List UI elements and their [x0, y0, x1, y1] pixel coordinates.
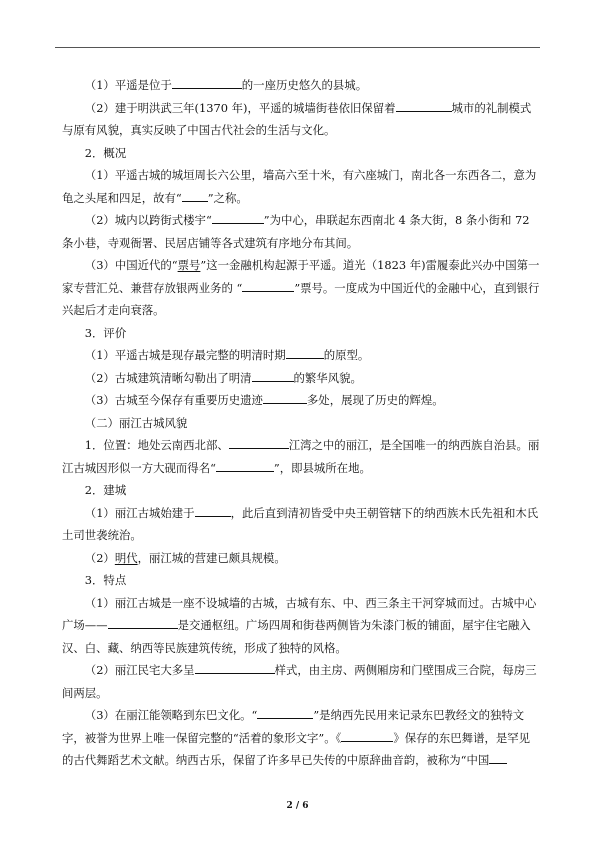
text: ”票号。一度成为中国近代的金融中心，直到银行兴起后才走向衰落。: [62, 280, 540, 317]
text: （2）: [84, 550, 115, 565]
answer-blank[interactable]: [341, 728, 393, 742]
text: （3）古城至今保存有重要历史遗迹: [84, 393, 263, 407]
section-heading: 3．特点: [84, 573, 127, 587]
paragraph: [62, 344, 540, 367]
answer-blank[interactable]: [396, 98, 452, 112]
text: 城市的礼制模式与原有风貌，真实反映了中国古代社会的生活与文化。: [62, 100, 532, 137]
text: ”之称。: [207, 190, 248, 205]
text: （2）城内以跨街式楼宇“: [84, 213, 212, 227]
paragraph: [62, 209, 540, 254]
section-heading: 3．评价: [84, 325, 127, 340]
text: （1）平遥是位于: [84, 78, 172, 92]
paragraph: [62, 367, 540, 390]
paragraph: [62, 659, 540, 704]
answer-blank[interactable]: [195, 503, 231, 517]
section-heading: （二）丽江古城风貌: [84, 415, 188, 430]
text: （3）在丽江能领略到东巴文化。“: [84, 708, 258, 722]
text: 》保存的东巴舞谱，是罕见的古代舞蹈艺术文献。纳西古乐，保留了许多早已失传的中原辞曲音韵，被称为“中国: [62, 730, 531, 767]
paragraph: [62, 389, 540, 412]
header-rule: [55, 47, 540, 48]
text: 的繁华风貌。: [293, 370, 362, 385]
text: 江湾之中的丽江，是全国唯一的纳西族自治县。丽江古城因形似一方大砚而得名“: [62, 438, 540, 475]
answer-blank[interactable]: [242, 278, 294, 292]
text: ”为中心，串联起东西南北 4 条大街，8 条小街和 72 条小巷，寺观衙署、民居店铺等各式建筑有序地分布其间。: [62, 213, 530, 250]
text: （2）建于明洪武三年(1370 年)，平遥的城墙街巷依旧保留着: [84, 100, 396, 115]
section-heading: 2．建城: [84, 483, 127, 497]
paragraph: [62, 254, 540, 322]
text: 的一座历史悠久的县城。: [241, 78, 368, 92]
answer-blank[interactable]: [195, 660, 275, 674]
text: ”，即县城所在地。: [273, 460, 371, 475]
answer-blank[interactable]: [229, 435, 289, 449]
text: （2）丽江民宅大多呈: [84, 663, 195, 677]
answer-blank[interactable]: [108, 615, 178, 629]
text: ”是纳西先民用来记录东巴教经文的独特文字，被誉为世界上唯一保留完整的“活着的象形文字”。《: [62, 708, 525, 745]
document-body: [62, 74, 540, 772]
answer-blank[interactable]: [489, 750, 507, 764]
underlined-term: 票号: [177, 258, 201, 272]
paragraph: [62, 547, 540, 570]
paragraph: [62, 434, 540, 479]
text: ，丽江城的营建已颇具规模。: [137, 550, 286, 565]
text: 样式，由主房、两侧厢房和门壁围成三合院，每房三间两层。: [62, 663, 537, 700]
paragraph: [62, 74, 540, 97]
answer-blank[interactable]: [263, 390, 307, 404]
text: 多处，展现了历史的辉煌。: [306, 393, 444, 407]
answer-blank[interactable]: [286, 345, 324, 359]
paragraph: [62, 164, 540, 209]
answer-blank[interactable]: [182, 188, 208, 202]
text: （1）丽江古城始建于: [84, 505, 195, 520]
paragraph: [62, 97, 540, 142]
text: （3）中国近代的“: [84, 258, 178, 272]
answer-blank[interactable]: [172, 75, 242, 89]
text: 的原型。: [323, 348, 370, 362]
answer-blank[interactable]: [257, 705, 313, 719]
page-number: 2 / 6: [286, 801, 309, 811]
text: （1）平遥古城是现存最完整的明清时期: [84, 348, 286, 362]
text: （1）丽江古城是一座不设城墙的古城，古城有东、中、西三条主干河穿城而过。古城中心广场——: [62, 595, 537, 632]
text: 1．位置：地处云南西北部、: [84, 438, 229, 452]
text: （2）古城建筑清晰勾勒出了明清: [84, 370, 252, 385]
paragraph: [62, 704, 540, 772]
text: ，此后直到清初皆受中央王朝管辖下的纳西族木氏先祖和木氏土司世袭统治。: [62, 505, 539, 542]
underlined-term: 明代: [114, 550, 138, 565]
text: （1）平遥古城的城垣周长六公里，墙高六至十米，有六座城门，南北各一东西各二，意为龟之头尾和四足，故有“: [62, 168, 537, 205]
text: 是交通枢纽。广场四周和街巷两侧皆为朱漆门板的铺面，屋宇住宅融入汉、白、藏、纳西等民族建筑传统，形成了独特的风格。: [62, 618, 531, 655]
answer-blank[interactable]: [216, 458, 274, 472]
paragraph: [62, 502, 540, 547]
answer-blank[interactable]: [252, 368, 294, 382]
answer-blank[interactable]: [212, 210, 264, 224]
section-heading: 2．概况: [84, 145, 127, 160]
text: ”这一金融机构起源于平遥。道光（1823 年)雷履泰此兴办中国第一家专营汇兑、兼营存放银两业务的 “: [62, 258, 540, 295]
paragraph: [62, 592, 540, 660]
